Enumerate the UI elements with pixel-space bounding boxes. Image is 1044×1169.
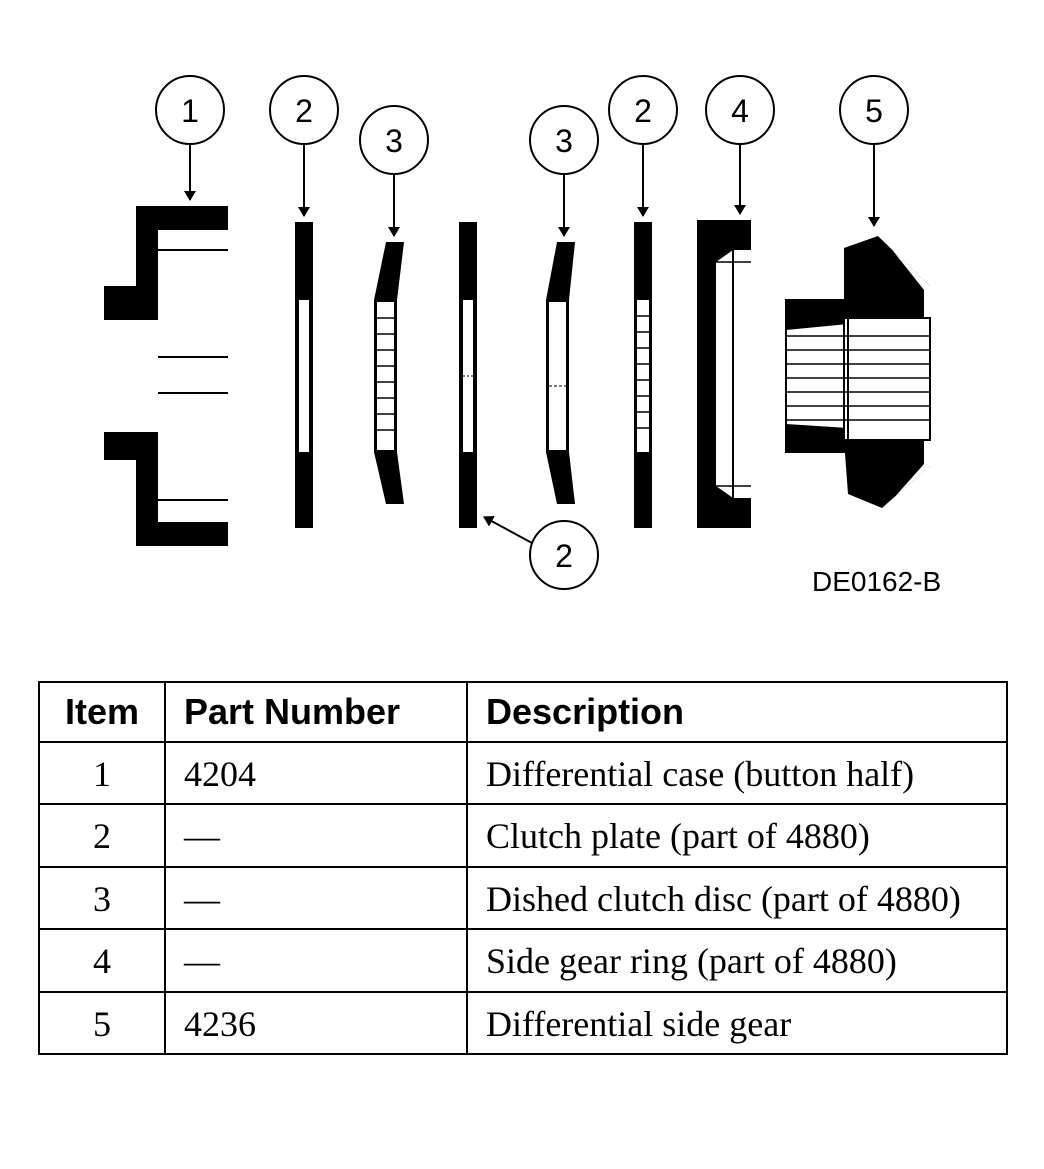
differential-side-gear-part — [786, 236, 930, 508]
callout-3b — [530, 106, 598, 174]
clutch-plate-part-left — [295, 222, 313, 528]
svg-text:2: 2 — [555, 538, 573, 574]
cell-item: 4 — [39, 929, 165, 991]
callout-5 — [840, 76, 908, 144]
clutch-plate-part-middle — [459, 222, 477, 528]
figure-code: DE0162-B — [812, 566, 942, 597]
cell-description: Differential case (button half) — [467, 742, 1007, 804]
svg-text:4: 4 — [731, 93, 749, 129]
leader-arrow-2b — [484, 517, 532, 543]
header-item: Item — [39, 682, 165, 742]
cell-description: Clutch plate (part of 4880) — [467, 804, 1007, 866]
svg-text:2: 2 — [634, 93, 652, 129]
cell-description: Differential side gear — [467, 992, 1007, 1054]
side-gear-ring-part — [697, 220, 751, 528]
svg-text:1: 1 — [181, 93, 199, 129]
svg-text:3: 3 — [555, 123, 573, 159]
table-row — [39, 804, 1007, 866]
callout-2a — [270, 76, 338, 144]
differential-case-part — [104, 206, 228, 546]
clutch-plate-part-right — [634, 222, 652, 528]
cell-item: 2 — [39, 804, 165, 866]
cell-part-number: — — [165, 804, 467, 866]
table-row — [39, 867, 1007, 929]
callout-1 — [156, 76, 224, 144]
cell-item: 5 — [39, 992, 165, 1054]
cell-part-number: — — [165, 867, 467, 929]
callout-4 — [706, 76, 774, 144]
header-part-number: Part Number — [165, 682, 467, 742]
svg-text:5: 5 — [865, 93, 883, 129]
parts-table — [38, 681, 1008, 1055]
svg-text:3: 3 — [385, 123, 403, 159]
table-header-row — [39, 682, 1007, 742]
cell-part-number: 4236 — [165, 992, 467, 1054]
cell-item: 3 — [39, 867, 165, 929]
table-row — [39, 929, 1007, 991]
table-row — [39, 742, 1007, 804]
cell-description: Side gear ring (part of 4880) — [467, 929, 1007, 991]
dished-clutch-disc-part-left — [374, 242, 404, 504]
callout-3a — [360, 106, 428, 174]
header-description: Description — [467, 682, 1007, 742]
callout-2c — [609, 76, 677, 144]
cell-part-number: — — [165, 929, 467, 991]
dished-clutch-disc-part-right — [546, 242, 575, 504]
svg-text:2: 2 — [295, 93, 313, 129]
cell-part-number: 4204 — [165, 742, 467, 804]
leader-arrows — [190, 144, 874, 543]
table-row — [39, 992, 1007, 1054]
cell-item: 1 — [39, 742, 165, 804]
cell-description: Dished clutch disc (part of 4880) — [467, 867, 1007, 929]
callout-2b — [530, 521, 598, 589]
